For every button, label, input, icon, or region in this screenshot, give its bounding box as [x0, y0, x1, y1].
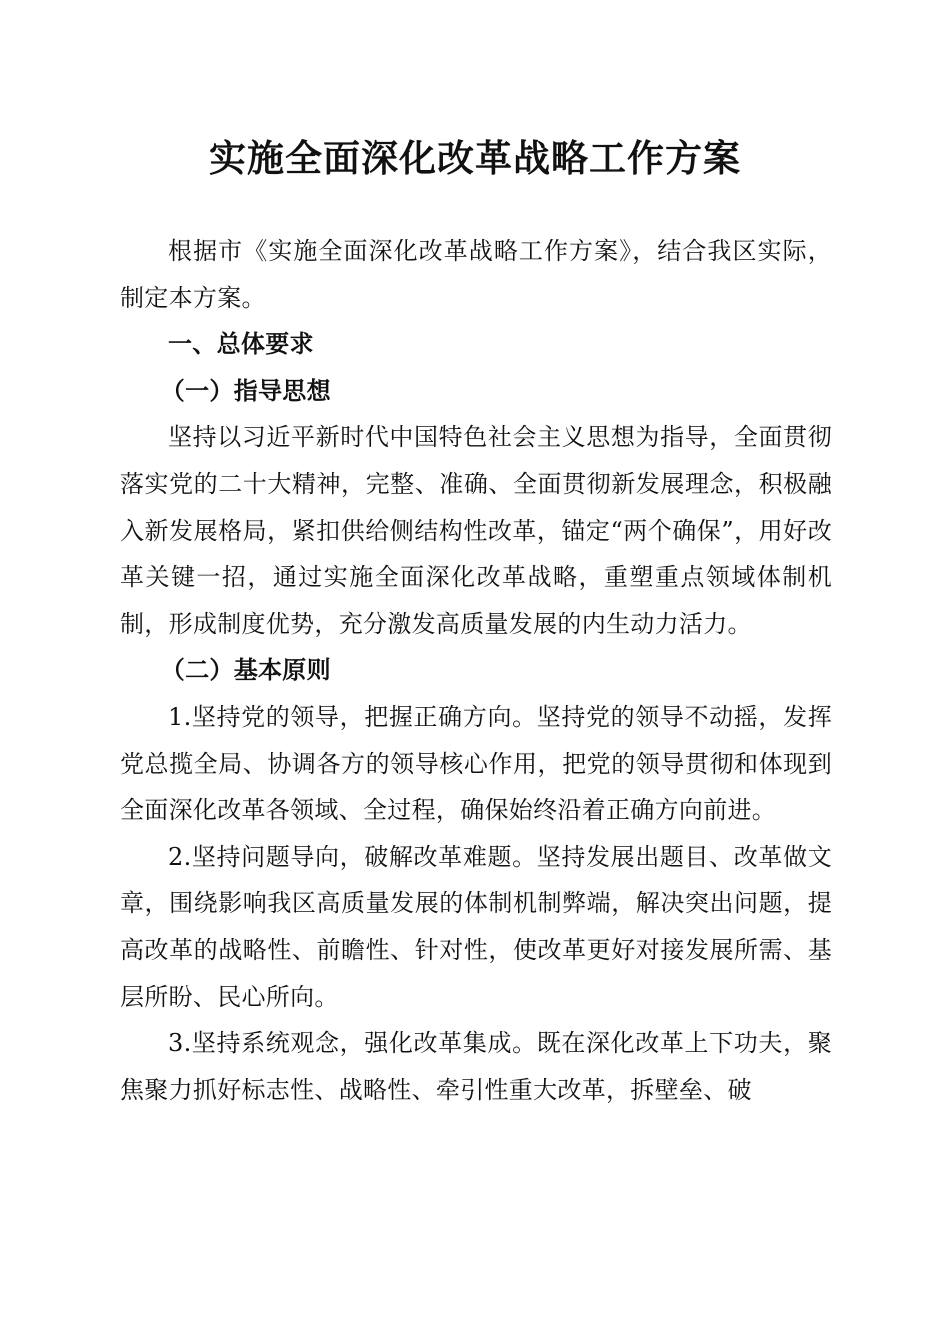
intro-paragraph: 根据市《实施全面深化改革战略工作方案》，结合我区实际，制定本方案。 [120, 237, 832, 312]
section-heading-general-requirements: 一、总体要求 [168, 330, 314, 359]
principle-paragraph: 2.坚持问题导向，破解改革难题。坚持发展出题目、改革做文章，围绕影响我区高质量发展的体制机制弊端，解决突出问题，提高改革的战略性、前瞻性、针对性，使改革更好对接发展所需、基层所盼、民心所向。 [120, 842, 832, 1011]
subsection-heading-guiding-ideology: （一）指导思想 [160, 375, 331, 405]
principle-paragraph: 1.坚持党的领导，把握正确方向。坚持党的领导不动摇，发挥党总揽全局、协调各方的领导核心作用，把党的领导贯彻和体现到全面深化改革各领域、全过程，确保始终沿着正确方向前进。 [120, 702, 832, 825]
document-title: 实施全面深化改革战略工作方案 [209, 136, 741, 180]
document-body [120, 228, 832, 1113]
guiding-ideology-paragraph: 坚持以习近平新时代中国特色社会主义思想为指导，全面贯彻落实党的二十大精神，完整、准确、全面贯彻新发展理念，积极融入新发展格局，紧扣供给侧结构性改革，锚定“两个确保”，用好改革关键一招，通过实施全面深化改革战略，重塑重点领域体制机制，形成制度优势，充分激发高质量发展的内生动力活力。 [120, 423, 832, 638]
subsection-heading-basic-principles: （二）基本原则 [160, 655, 331, 685]
principle-paragraph: 3.坚持系统观念，强化改革集成。既在深化改革上下功夫，聚焦聚力抓好标志性、战略性、牵引性重大改革，拆壁垒、破 [120, 1029, 832, 1104]
